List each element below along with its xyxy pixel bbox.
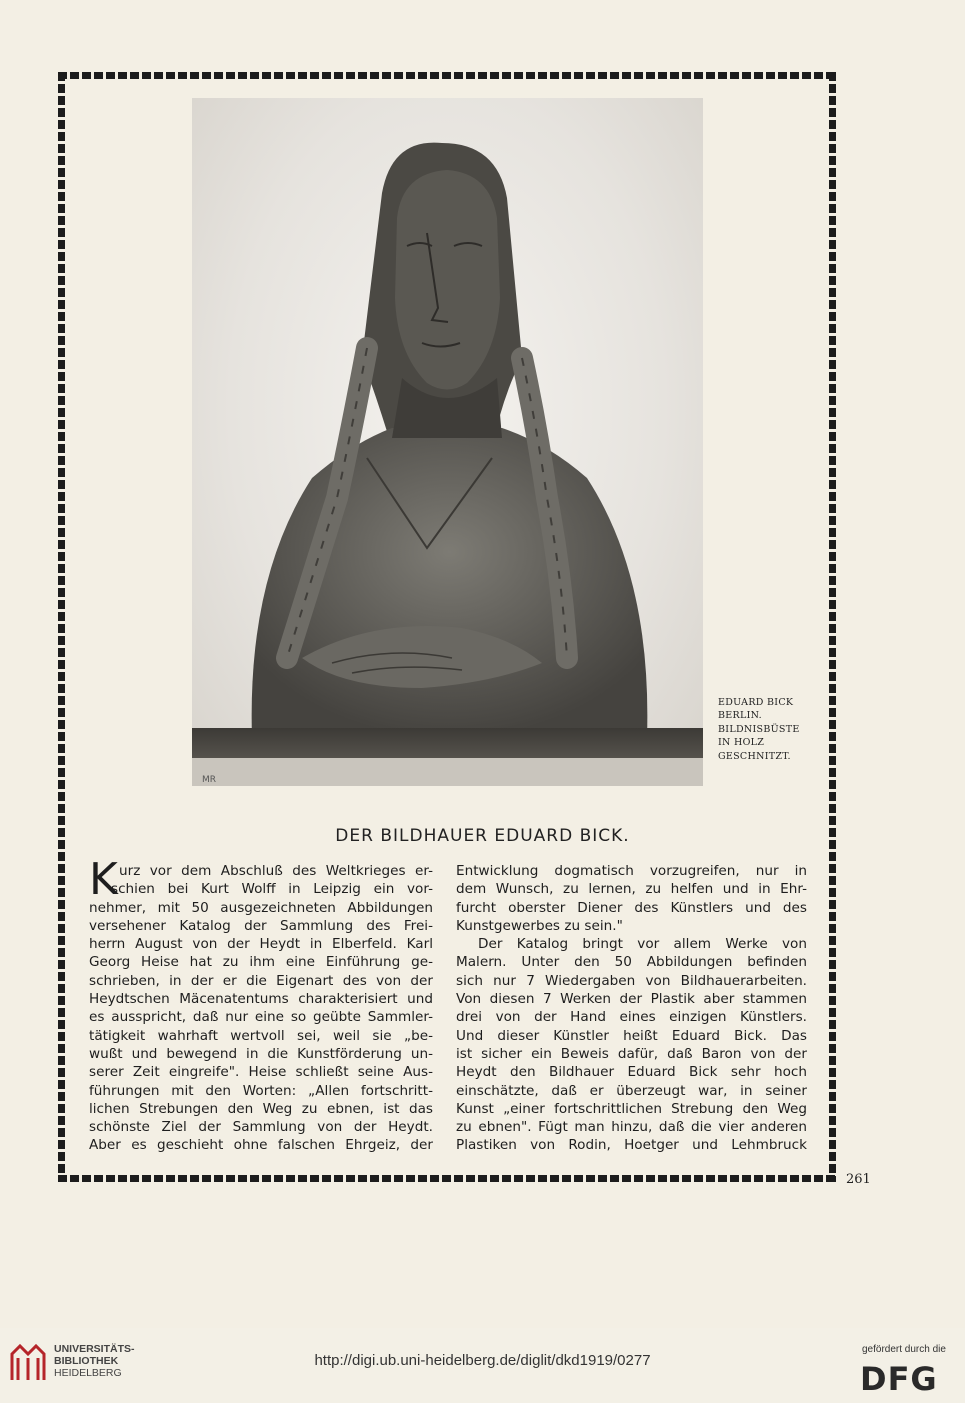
caption-line: GESCHNITZT. xyxy=(718,750,791,762)
right-column xyxy=(456,862,807,1155)
text-line: Kunst „einer fortschrittlichen Strebung den Weg xyxy=(456,1100,807,1117)
library-line: HEIDELBERG xyxy=(54,1367,122,1379)
text-line: sich nur 7 Wiedergaben von Bildhauerarbeiten. xyxy=(456,972,807,989)
library-line: UNIVERSITÄTS- xyxy=(54,1343,135,1355)
text-line: Georg Heise hat zu ihm eine Einführung ge- xyxy=(89,954,433,971)
text-line: Aber es geschieht ohne falschen Ehrgeiz, der xyxy=(89,1137,433,1154)
svg-text:MR: MR xyxy=(202,775,217,785)
text-line: schien bei Kurt Wolff in Leipzig ein vor- xyxy=(111,881,433,898)
text-line: Kunstgewerbes zu sein." xyxy=(456,917,623,934)
text-line: serer Zeit eingreife". Heise schließt seine Aus- xyxy=(89,1064,433,1081)
border-top xyxy=(58,72,836,79)
caption-line: IN HOLZ xyxy=(718,737,765,749)
text-line: einschätzte, daß er überzeugt war, in seiner xyxy=(456,1082,807,1099)
text-line: schönste Ziel der Sammlung von der Heydt. xyxy=(89,1119,433,1136)
text-line: furcht oberster Diener des Künstlers und des xyxy=(456,899,807,916)
page-number: 261 xyxy=(846,1172,871,1187)
article-title: DER BILDHAUER EDUARD BICK. xyxy=(335,826,630,846)
text-line: wußt und bewegend in die Kunstförderung un- xyxy=(89,1045,433,1062)
caption-line: BILDNISBÜSTE xyxy=(718,723,800,735)
text-line: herrn August von der Heydt in Elberfeld. Karl xyxy=(89,936,433,953)
text-line: dem Wunsch, zu lernen, zu helfen und in Ehr- xyxy=(456,881,807,898)
drop-cap: K xyxy=(89,854,118,905)
text-line: Heydtschen Mäcenatentums charakterisiert und xyxy=(89,991,433,1008)
text-line: versehener Katalog der Sammlung des Frei- xyxy=(89,917,433,934)
text-line: Entwicklung dogmatisch vorzugreifen, nur in xyxy=(456,863,807,879)
text-line: Der Katalog bringt vor allem Werke von xyxy=(478,936,807,953)
text-line: nehmer, mit 50 ausgezeichneten Abbildungen xyxy=(89,899,433,916)
text-line: Malern. Unter den 50 Abbildungen befinden xyxy=(456,954,807,971)
photo-caption xyxy=(718,696,800,763)
border-bottom xyxy=(58,1175,836,1182)
border-right xyxy=(829,72,836,1182)
bust-photograph xyxy=(192,98,703,786)
text-line: es ausspricht, daß nur eine so geübte Sammler- xyxy=(89,1009,433,1026)
text-line: lichen Strebungen den Weg zu ebnen, ist das xyxy=(89,1100,433,1117)
text-line: Von diesen 7 Werken der Plastik aber stammen xyxy=(456,991,807,1008)
text-line: Heydt den Bildhauer Eduard Bick sehr hoch xyxy=(456,1064,807,1081)
bust-illustration xyxy=(192,98,703,786)
text-line: Und dieser Künstler heißt Eduard Bick. Das xyxy=(456,1027,807,1044)
text-line: Plastiken von Rodin, Hoetger und Lehmbruck xyxy=(456,1137,807,1154)
caption-line: EDUARD BICK xyxy=(718,697,794,708)
text-line: ist sicher ein Beweis dafür, daß Baron von der xyxy=(456,1045,807,1062)
library-line: BIBLIOTHEK xyxy=(54,1355,119,1367)
text-line: zu ebnen". Fügt man hinzu, daß die vier anderen xyxy=(456,1119,807,1136)
text-line: führungen mit den Worten: „Allen fortschritt- xyxy=(89,1082,433,1099)
border-left xyxy=(58,72,65,1182)
text-line: schrieben, in der er die Eigenart des von der xyxy=(89,972,433,989)
caption-line: BERLIN. xyxy=(718,710,762,722)
text-line: urz vor dem Abschluß des Weltkrieges er- xyxy=(119,863,433,879)
text-line: tätigkeit wahrhaft wertvoll sei, weil sie „be- xyxy=(89,1027,433,1044)
dfg-logo: DFG xyxy=(860,1360,938,1398)
source-url[interactable]: http://digi.ub.uni-heidelberg.de/diglit/dkd1919/0277 xyxy=(314,1352,651,1369)
sponsor-label: gefördert durch die xyxy=(862,1344,946,1355)
left-column xyxy=(89,854,433,1155)
text-line: drei von der Hand eines einzigen Künstlers. xyxy=(456,1009,807,1026)
